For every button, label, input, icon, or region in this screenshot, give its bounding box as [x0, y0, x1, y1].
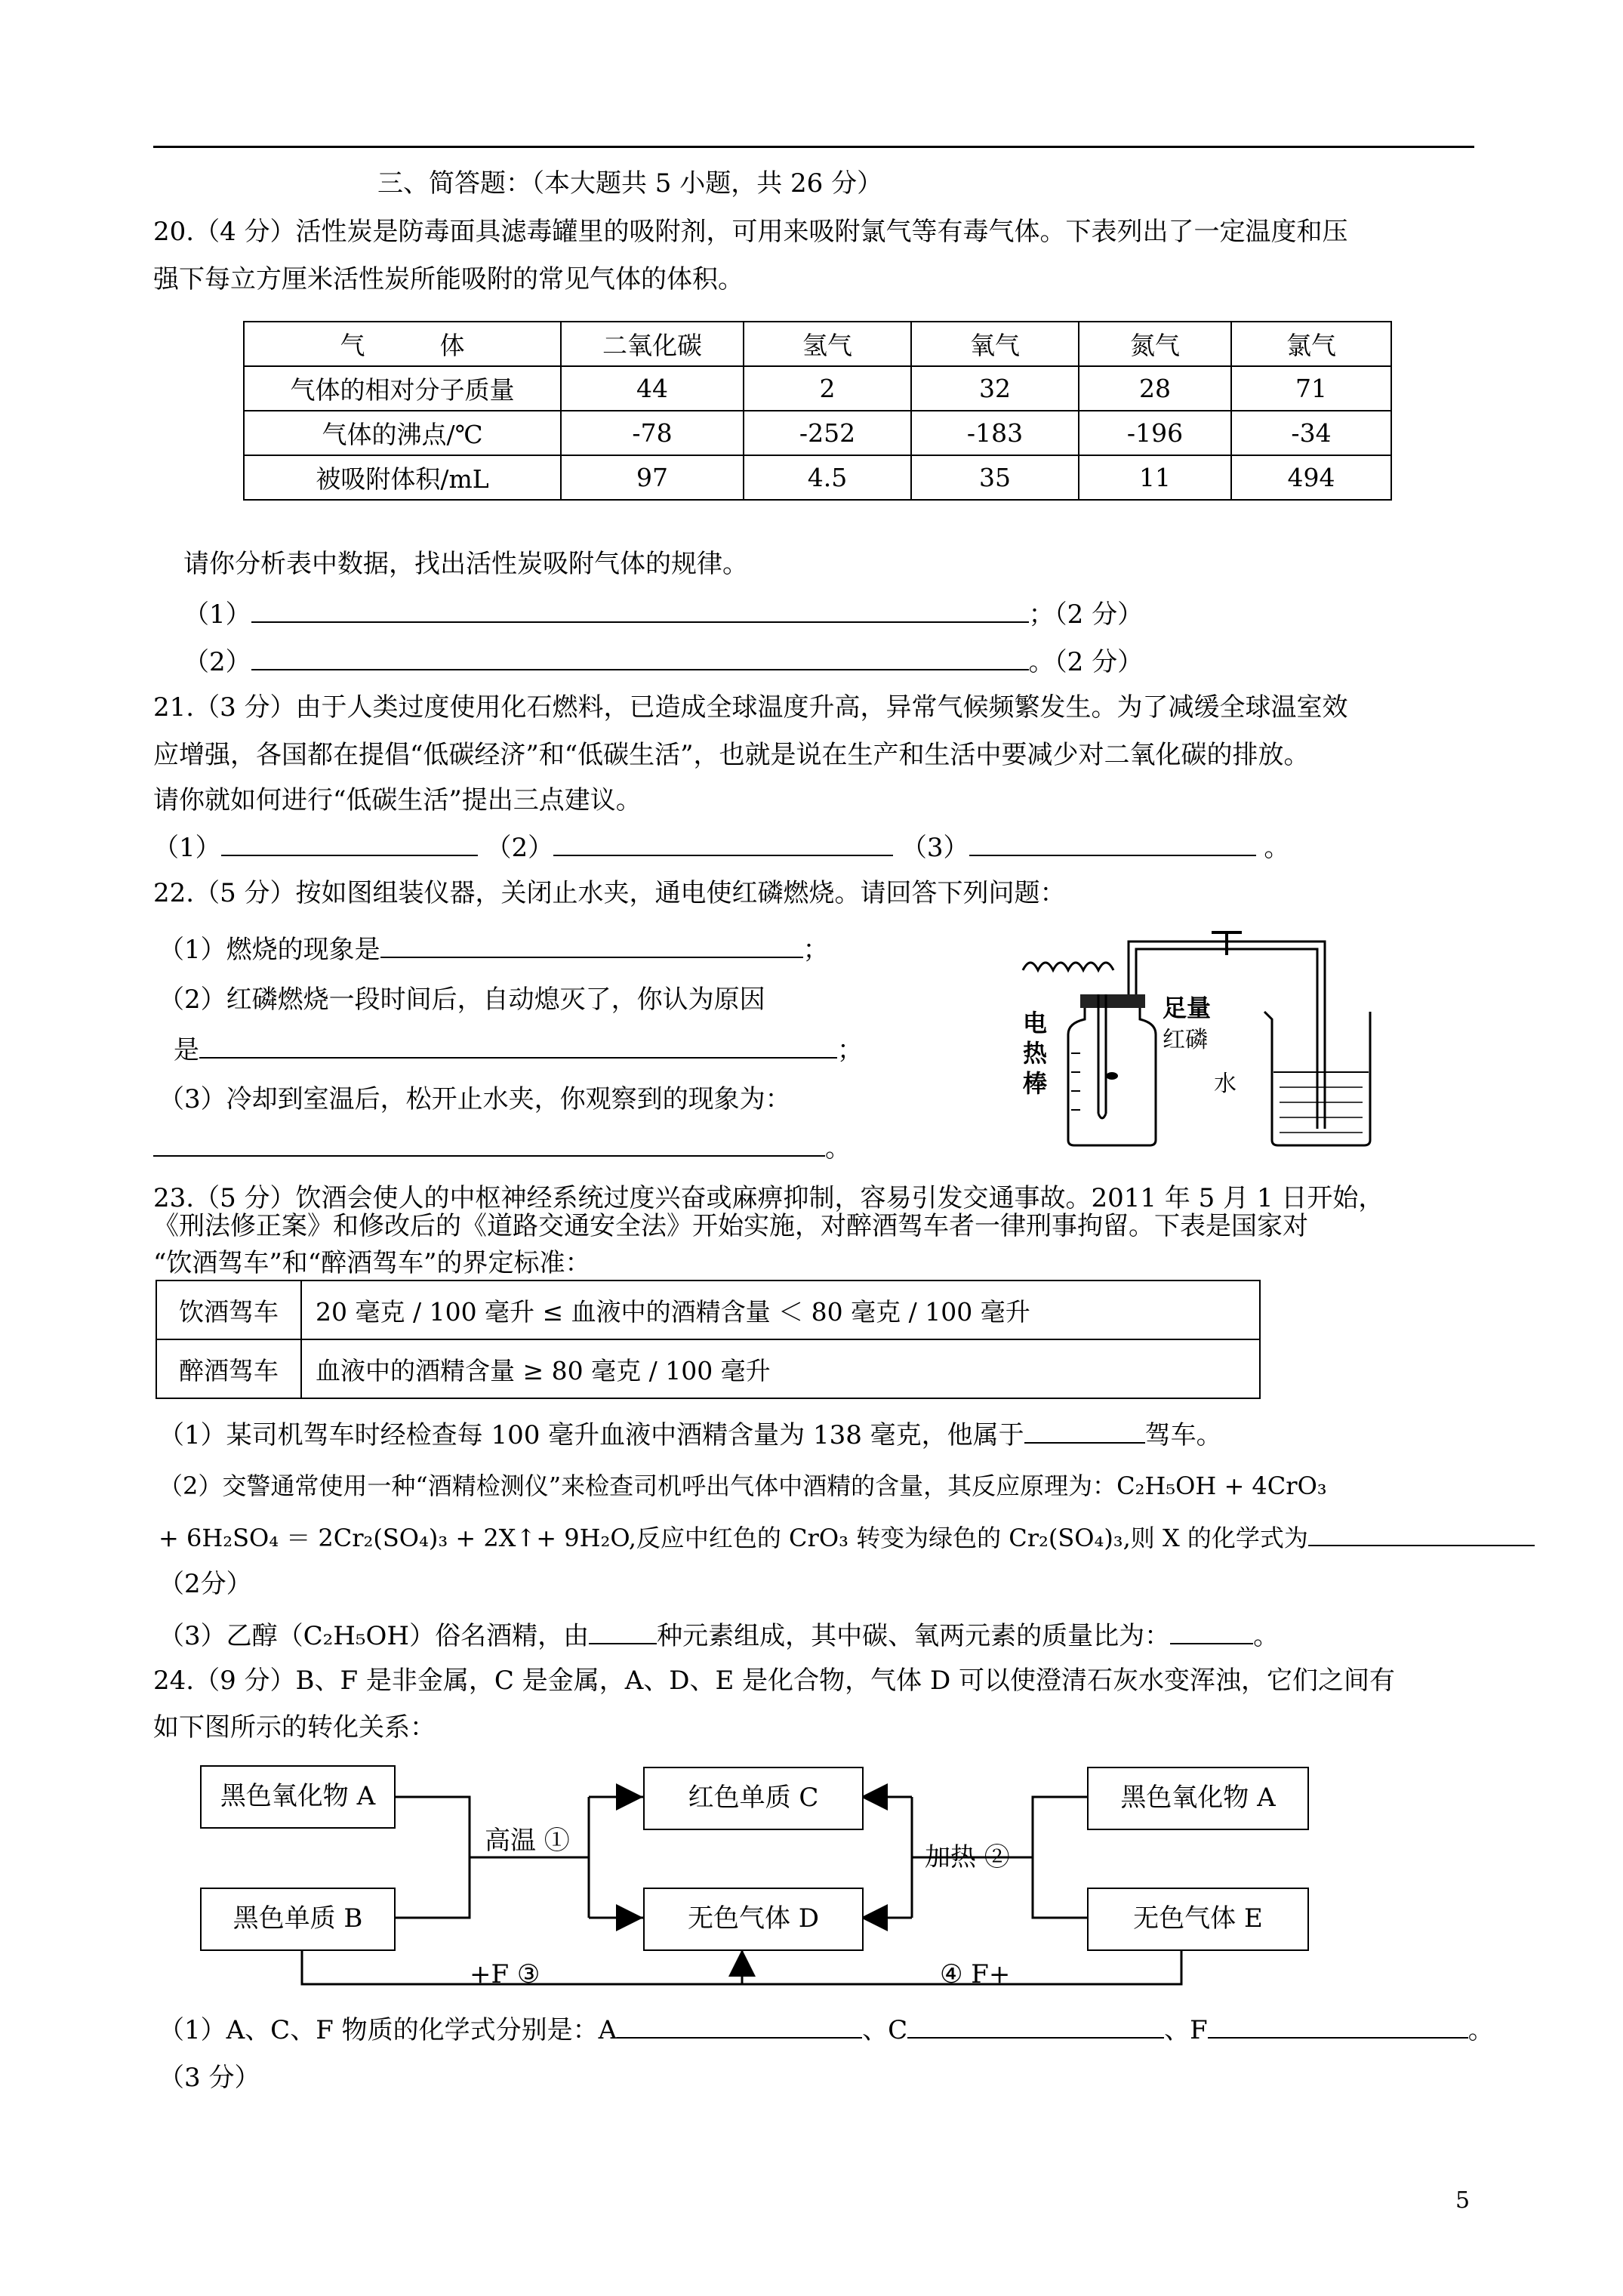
q20-b2-label: （2）: [183, 647, 251, 677]
q24-s1-points: （3 分）: [159, 2063, 260, 2093]
box-black-element-b: 黑色单质 B: [200, 1888, 396, 1951]
answer-blank[interactable]: [221, 832, 478, 856]
answer-blank[interactable]: [1170, 1620, 1253, 1644]
q23-line2: 《刑法修正案》和修改后的《道路交通安全法》开始实施，对醉酒驾车者一律刑事拘留。下表是国家对: [153, 1211, 1308, 1241]
answer-blank[interactable]: [1208, 2014, 1468, 2039]
q23-s1-text: （1）某司机驾车时经检查每 100 毫升血液中酒精含量为 138 毫克，他属于: [159, 1420, 1024, 1450]
header-rule: [153, 146, 1474, 148]
answer-blank[interactable]: [153, 1133, 825, 1157]
label-heat-2: 加热 ②: [925, 1842, 1010, 1872]
q22-s2b: [174, 1034, 863, 1065]
q24-s1: [159, 2014, 1494, 2045]
q21-end: 。: [1264, 833, 1290, 863]
q21-line3: 请你就如何进行“低碳生活”提出三点建议。: [153, 785, 642, 815]
table-cell: 35: [911, 455, 1079, 500]
fig-label-p2: 红磷: [1163, 1027, 1208, 1053]
q23-s2b-text: + 6H₂SO₄ ＝ 2Cr₂(SO₄)₃ + 2X↑+ 9H₂O,反应中红色的 CrO₃ 转变为绿色的 Cr₂(SO₄)₃,则 X 的化学式为: [159, 1524, 1308, 1552]
q20-b1-label: （1）: [183, 599, 251, 630]
table-cell: 28: [1079, 366, 1231, 411]
q23-s2: （2）交警通常使用一种“酒精检测仪”来检查司机呼出气体中酒精的含量，其反应原理为：C₂H₅OH + 4CrO₃: [159, 1472, 1327, 1500]
q23-s1-end: 驾车。: [1144, 1420, 1222, 1450]
q24-line2: 如下图所示的转化关系：: [153, 1712, 436, 1743]
table-cell: 氮气: [1079, 322, 1231, 366]
q22-line1: 22.（5 分）按如图组装仪器，关闭止水夹，通电使红磷燃烧。请回答下列问题：: [153, 878, 1066, 908]
q21-line1: 21.（3 分）由于人类过度使用化石燃料，已造成全球温度升高，异常气候频繁发生。为了减缓全球温室效: [153, 692, 1348, 723]
q22-s3-end: 。: [825, 1133, 851, 1163]
fig-label-water: 水: [1214, 1071, 1236, 1097]
electric-wire-icon: [1023, 963, 1113, 970]
fig-label-p1: 足量: [1163, 994, 1212, 1022]
box-black-oxide-a-right: 黑色氧化物 A: [1087, 1767, 1309, 1830]
table-cell: 气 体: [244, 322, 561, 366]
q22-s1-text: （1）燃烧的现象是: [159, 935, 380, 965]
table-cell: 气体的相对分子质量: [244, 366, 561, 411]
q21-a1-label: （1）: [153, 833, 221, 863]
gas-table-header: [244, 322, 1391, 366]
section-title: 三、简答题：（本大题共 5 小题，共 26 分）: [377, 168, 883, 199]
fig-label-rod: 电热棒: [1023, 1009, 1048, 1098]
table-cell: 氯气: [1231, 322, 1391, 366]
q23-s1: [159, 1419, 1222, 1450]
q24-s1-c: 、C: [862, 2015, 908, 2045]
drink-drive-table: [156, 1280, 1261, 1399]
answer-blank[interactable]: [589, 1620, 657, 1644]
q20-prompt: 请你分析表中数据，找出活性炭吸附气体的规律。: [183, 549, 748, 579]
table-cell: 被吸附体积/mL: [244, 455, 561, 500]
table-cell: 494: [1231, 455, 1391, 500]
table-cell: 97: [561, 455, 744, 500]
table-cell: 2: [744, 366, 911, 411]
q23-s2c: （2分）: [159, 1569, 252, 1599]
answer-blank[interactable]: [199, 1034, 837, 1059]
box-black-oxide-a-left: 黑色氧化物 A: [200, 1765, 396, 1829]
table-cell: 气体的沸点/℃: [244, 411, 561, 455]
answer-blank[interactable]: [380, 934, 803, 958]
table-cell: -196: [1079, 411, 1231, 455]
q22-s2: （2）红磷燃烧一段时间后，自动熄灭了，你认为原因: [159, 985, 765, 1015]
q21-a2-label: （2）: [485, 833, 554, 863]
q20-blank-2: [183, 646, 1143, 677]
table-row: [244, 366, 1391, 411]
answer-blank[interactable]: [251, 599, 1029, 623]
label-high-temp-1: 高温 ①: [485, 1826, 570, 1856]
table-cell: 饮酒驾车: [156, 1281, 301, 1339]
table-cell: -252: [744, 411, 911, 455]
q22-s2b-text: 是: [174, 1035, 199, 1065]
q22-s1: [159, 934, 829, 965]
q20-blank-1: [183, 599, 1143, 630]
box-red-element-c: 红色单质 C: [643, 1767, 864, 1830]
table-cell: 11: [1079, 455, 1231, 500]
q24-s1-f: 、F: [1164, 2015, 1208, 2045]
answer-blank[interactable]: [1308, 1522, 1535, 1546]
q22-s2-end: ；: [837, 1035, 863, 1065]
answer-blank[interactable]: [553, 832, 893, 856]
table-row: [156, 1281, 1260, 1339]
page-number: 5: [1455, 2187, 1471, 2214]
table-cell: -78: [561, 411, 744, 455]
table-cell: 二氧化碳: [561, 322, 744, 366]
answer-blank[interactable]: [617, 2014, 862, 2039]
table-cell: 血液中的酒精含量 ≥ 80 毫克 / 100 毫升: [301, 1339, 1260, 1398]
q20-line2: 强下每立方厘米活性炭所能吸附的常见气体的体积。: [153, 264, 744, 294]
q22-s1-end: ；: [802, 935, 829, 965]
stopper-icon: [1080, 994, 1145, 1008]
q23-line3: “饮酒驾车”和“醉酒驾车”的界定标准：: [153, 1248, 591, 1278]
table-row: [244, 455, 1391, 500]
q24-s1-text: （1）A、C、F 物质的化学式分别是：A: [159, 2015, 617, 2045]
table-cell: 71: [1231, 366, 1391, 411]
answer-blank[interactable]: [1024, 1419, 1145, 1444]
q22-s3-blank: [153, 1133, 851, 1163]
q20-b1-end: ；（2 分）: [1028, 599, 1144, 630]
answer-blank[interactable]: [251, 646, 1029, 670]
answer-blank[interactable]: [907, 2014, 1164, 2039]
q21-line2: 应增强，各国都在提倡“低碳经济”和“低碳生活”，也就是说在生产和生活中要减少对二氧化碳的排放。: [153, 740, 1310, 770]
box-colorless-gas-d: 无色气体 D: [643, 1888, 864, 1951]
q23-s3: [159, 1620, 1279, 1651]
q23-s2b: [159, 1522, 1535, 1553]
answer-blank[interactable]: [969, 832, 1256, 856]
box-colorless-gas-e: 无色气体 E: [1087, 1888, 1309, 1951]
q23-s3a-text: （3）乙醇（C₂H₅OH）俗名酒精，由: [159, 1621, 590, 1651]
label-plus-f-3: +F ③: [470, 1959, 540, 1989]
q24-s1-end: 。: [1467, 2015, 1494, 2045]
label-f-plus-4: ④ F+: [940, 1959, 1011, 1989]
q21-answers: [153, 832, 1289, 863]
glass-tube-icon: [1129, 942, 1325, 1129]
q20-b2-end: 。（2 分）: [1028, 647, 1144, 677]
q22-s3: （3）冷却到室温后，松开止水夹，你观察到的现象为：: [159, 1084, 791, 1114]
q24-line1: 24.（9 分）B、F 是非金属，C 是金属，A、D、E 是化合物，气体 D 可以使澄清石灰水变浑浊，它们之间有: [153, 1666, 1396, 1696]
table-row: [244, 411, 1391, 455]
table-cell: -183: [911, 411, 1079, 455]
table-cell: 4.5: [744, 455, 911, 500]
table-cell: 32: [911, 366, 1079, 411]
gas-table: [243, 321, 1392, 501]
q20-line1: 20.（4 分）活性炭是防毒面具滤毒罐里的吸附剂，可用来吸附氯气等有毒气体。下表列出了一定温度和压: [153, 217, 1348, 247]
table-cell: 20 毫克 / 100 毫升 ≤ 血液中的酒精含量 ＜ 80 毫克 / 100 毫升: [301, 1281, 1260, 1339]
q23-line1: 23.（5 分）饮酒会使人的中枢神经系统过度兴奋或麻痹抑制，容易引发交通事故。2011 年 5 月 1 日开始，: [153, 1183, 1384, 1213]
table-cell: 氢气: [744, 322, 911, 366]
q21-a3-label: （3）: [901, 833, 969, 863]
table-row: [156, 1339, 1260, 1398]
q23-s3-end: 。: [1253, 1621, 1280, 1651]
q23-s3b-text: 种元素组成，其中碳、氧两元素的质量比为：: [657, 1621, 1171, 1651]
table-cell: -34: [1231, 411, 1391, 455]
table-cell: 醉酒驾车: [156, 1339, 301, 1398]
table-cell: 氧气: [911, 322, 1079, 366]
table-cell: 44: [561, 366, 744, 411]
